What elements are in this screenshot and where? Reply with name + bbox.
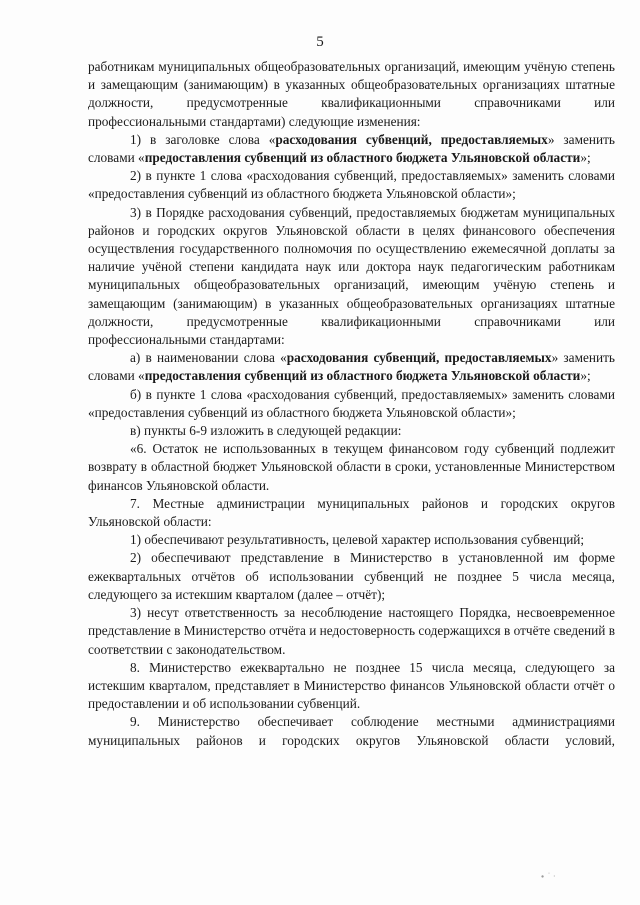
- subitem-a-prefix: а) в наименовании слова «: [130, 350, 287, 366]
- paragraph-item-1: [88, 131, 615, 167]
- paragraph-subitem-b: б) в пункте 1 слова «расходования субвенций, предоставляемых» заменить словами «предоставления субвенций из областного бюджета Ульяновской области»;: [88, 386, 615, 420]
- page-number: 5: [316, 34, 324, 50]
- subitem-a-mid: » заменить словами «: [88, 350, 615, 384]
- paragraph-point-7: 7. Местные администрации муниципальных районов и городских округов Ульяновской области:: [88, 495, 615, 530]
- paragraph-point-6: «6. Остаток не использованных в текущем финансовом году субвенций подлежит возврату в областной бюджет Ульяновской области в сроки, установленные Министерством финансов Ульяновской области.: [88, 441, 615, 493]
- paragraph-point-7-1: 1) обеспечивают результативность, целевой характер использования субвенций;: [130, 532, 585, 548]
- paragraph-subitem-a: [88, 349, 615, 385]
- item-1-suffix: »;: [580, 150, 591, 166]
- scan-speck-mark: ∙˙·: [540, 872, 558, 881]
- subitem-a-suffix: »;: [580, 368, 591, 384]
- paragraph-point-8: 8. Министерство ежеквартально не позднее 15 числа месяца, следующего за истекшим кварталом, представляет в Министерство финансов Ульяновской области отчёт о предоставлении и об использовании субвенций.: [88, 659, 615, 712]
- subitem-a-old-words: расходования субвенций, предоставляемых: [286, 350, 552, 366]
- paragraph-item-3: 3) в Порядке расходования субвенций, предоставляемых бюджетам муниципальных районов и городских округов Ульяновской области в целях финансового обеспечения осуществления государственного полномочия по осуществлению ежемесячной доплаты за наличие учёной степени кандидата наук или доктора наук педагогическим работникам муниципальных общеобразовательных организаций, имеющим учёную степень и замещающим (занимающим) в указанных общеобразовательных организациях штатные должности, предусмотренные квалификационными справочниками или профессиональными стандартами:: [88, 204, 615, 348]
- paragraph-point-9: 9. Министерство обеспечивает соблюдение местными администрациями муниципальных районов и городских округов Ульяновской области условий,: [88, 714, 615, 748]
- subitem-a-new-words: предоставления субвенций из областного бюджета Ульяновской области: [144, 368, 581, 384]
- paragraph-point-7-2: 2) обеспечивают представление в Министерство в установленной им форме ежеквартальных отчётов об использовании субвенций не позднее 5 числа месяца, следующего за истекшим кварталом (далее – отчёт);: [88, 550, 615, 602]
- item-1-old-words: расходования субвенций, предоставляемых: [275, 131, 548, 147]
- item-1-prefix: 1) в заголовке слова «: [130, 131, 276, 147]
- paragraph-subitem-v: в) пункты 6-9 изложить в следующей редакции:: [130, 423, 402, 439]
- item-1-new-words: предоставления субвенций из областного бюджета Ульяновской области: [144, 150, 581, 166]
- paragraph-intro: работникам муниципальных общеобразовательных организаций, имеющим учёную степень и замещающим (занимающим) в указанных общеобразовательных организациях штатные должности, предусмотренные квалификационными справочниками или профессиональными стандартами) следующие изменения:: [88, 59, 615, 129]
- item-1-mid: » заменить словами «: [88, 131, 615, 166]
- paragraph-item-2: 2) в пункте 1 слова «расходования субвенций, предоставляемых» заменить словами «предоставления субвенций из областного бюджета Ульяновской области»;: [88, 168, 615, 202]
- paragraph-point-7-3: 3) несут ответственность за несоблюдение настоящего Порядка, несвоевременное представление в Министерство отчёта и недостоверность содержащихся в отчёте сведений в соответствии с законодательством.: [88, 605, 615, 657]
- document-body: [88, 58, 615, 750]
